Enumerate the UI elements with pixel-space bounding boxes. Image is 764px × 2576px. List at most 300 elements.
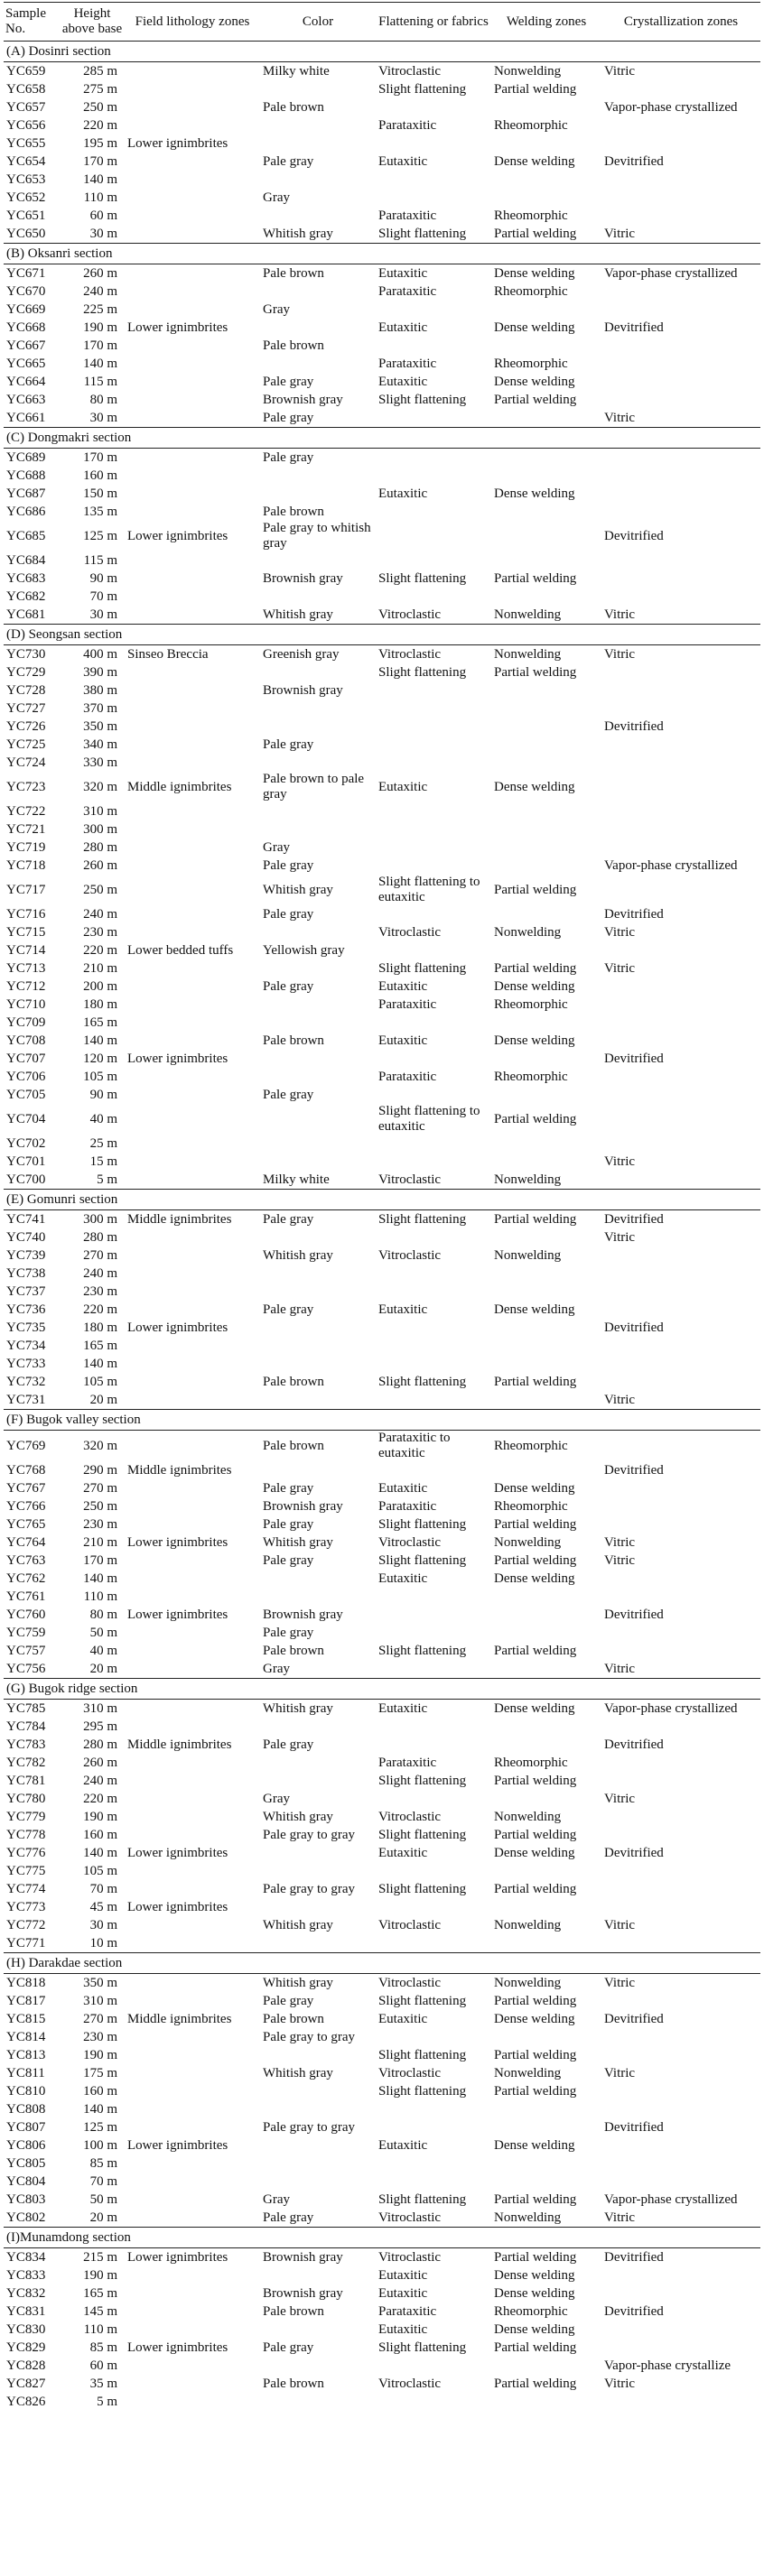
sample-no-cell: YC685	[6, 528, 46, 543]
color-cell	[260, 700, 376, 718]
flattening-cell: Vitroclastic	[378, 1247, 442, 1263]
sample-no-cell: YC682	[6, 588, 46, 604]
welding-cell: Rheomorphic	[494, 996, 568, 1012]
flattening-cell: Slight flattening	[378, 1552, 467, 1568]
lithology-cell	[125, 1014, 260, 1032]
sample-no-cell: YC659	[6, 63, 46, 79]
table-row	[4, 116, 760, 134]
flattening-cell: Vitroclastic	[378, 2065, 442, 2080]
color-cell	[260, 1050, 376, 1068]
sample-no-cell: YC701	[6, 1154, 46, 1169]
color-cell	[260, 1844, 376, 1862]
flattening-cell	[376, 1265, 491, 1283]
crystallization-cell	[601, 570, 760, 588]
sample-no-cell: YC670	[6, 283, 46, 299]
crystallization-cell	[601, 2136, 760, 2154]
lithology-cell	[125, 1171, 260, 1190]
color-cell	[260, 959, 376, 978]
lithology-cell	[125, 171, 260, 189]
height-cell: 120 m	[83, 1051, 117, 1066]
sample-no-cell: YC712	[6, 978, 46, 994]
lithology-cell	[125, 283, 260, 301]
lithology-cell	[125, 1660, 260, 1679]
welding-cell	[491, 1588, 601, 1606]
sample-no-cell: YC651	[6, 208, 46, 223]
sample-no-cell: YC686	[6, 504, 46, 519]
crystallization-cell	[601, 373, 760, 391]
table-row	[4, 1772, 760, 1790]
welding-cell	[491, 681, 601, 700]
color-cell: Pale brown	[263, 2011, 324, 2026]
table-row	[4, 1934, 760, 1953]
height-cell: 20 m	[89, 1661, 117, 1676]
height-cell: 320 m	[83, 1438, 117, 1453]
height-cell: 380 m	[83, 682, 117, 698]
table-row	[4, 2357, 760, 2375]
crystallization-cell	[601, 1032, 760, 1050]
height-cell: 270 m	[83, 2011, 117, 2026]
color-cell: Brownish gray	[263, 2285, 343, 2301]
sample-no-cell: YC808	[6, 2101, 46, 2117]
sample-no-cell: YC721	[6, 821, 46, 837]
color-cell: Pale brown	[263, 504, 324, 519]
welding-cell: Nonwelding	[494, 924, 562, 940]
sample-no-cell: YC657	[6, 99, 46, 115]
lithology-cell: Lower ignimbrites	[127, 1899, 228, 1914]
height-cell: 220 m	[83, 117, 117, 133]
lithology-cell	[125, 1624, 260, 1642]
welding-cell: Dense welding	[494, 265, 575, 281]
color-cell: Pale brown	[263, 2303, 324, 2319]
welding-cell	[491, 1153, 601, 1171]
color-cell	[260, 1228, 376, 1246]
lithology-cell	[125, 1754, 260, 1772]
lithology-cell	[125, 409, 260, 428]
sample-no-cell: YC811	[6, 2065, 45, 2080]
color-cell: Whitish gray	[263, 882, 333, 897]
table-row	[4, 2393, 760, 2411]
lithology-cell	[125, 588, 260, 606]
flattening-cell	[376, 1337, 491, 1355]
color-cell	[260, 1337, 376, 1355]
sample-no-cell: YC833	[6, 2267, 46, 2283]
height-cell: 110 m	[83, 2321, 117, 2337]
height-cell: 160 m	[83, 2083, 117, 2099]
crystallization-cell: Devitrified	[604, 1320, 664, 1335]
table-row	[4, 2209, 760, 2228]
color-cell: Pale gray	[263, 1737, 314, 1752]
height-cell: 190 m	[83, 2267, 117, 2283]
sample-no-cell: YC771	[6, 1935, 46, 1951]
flattening-cell: Vitroclastic	[378, 2210, 442, 2225]
flattening-cell	[376, 905, 491, 923]
height-cell: 180 m	[83, 1320, 117, 1335]
flattening-cell: Slight flattening	[378, 570, 467, 586]
welding-cell	[491, 905, 601, 923]
sample-no-cell: YC756	[6, 1661, 46, 1676]
lithology-cell	[125, 1086, 260, 1104]
crystallization-cell	[601, 2046, 760, 2064]
lithology-cell	[125, 503, 260, 521]
flattening-cell	[376, 941, 491, 959]
height-cell: 190 m	[83, 320, 117, 335]
sample-no-cell: YC713	[6, 960, 46, 976]
welding-cell: Dense welding	[494, 374, 575, 389]
welding-cell: Partial welding	[494, 2376, 577, 2391]
color-cell: Milky white	[263, 1172, 330, 1187]
height-cell: 165 m	[83, 2285, 117, 2301]
flattening-cell	[376, 2357, 491, 2375]
color-cell	[260, 207, 376, 225]
header-welding: Welding zones	[491, 3, 601, 42]
height-cell: 110 m	[83, 1589, 117, 1604]
flattening-cell: Slight flattening	[378, 2047, 467, 2062]
height-cell: 50 m	[89, 2191, 117, 2207]
table-row	[4, 264, 760, 283]
header-flattening: Flattening or fabrics	[376, 3, 491, 42]
table-row	[4, 2248, 760, 2267]
lithology-cell	[125, 1916, 260, 1934]
sample-no-cell: YC784	[6, 1719, 46, 1734]
height-cell: 10 m	[89, 1935, 117, 1951]
welding-cell: Partial welding	[494, 1881, 577, 1896]
crystallization-cell: Vitric	[604, 1534, 636, 1550]
lithology-cell: Lower ignimbrites	[127, 1534, 228, 1550]
flattening-cell: Eutaxitic	[378, 1302, 428, 1317]
sample-no-cell: YC708	[6, 1033, 46, 1048]
lithology-cell	[125, 1301, 260, 1319]
color-cell: Pale gray	[263, 410, 314, 425]
color-cell	[260, 1461, 376, 1479]
sample-no-cell: YC764	[6, 1534, 46, 1550]
crystallization-cell	[601, 1808, 760, 1826]
crystallization-cell	[601, 116, 760, 134]
flattening-cell	[376, 1934, 491, 1953]
flattening-cell	[376, 588, 491, 606]
crystallization-cell	[601, 391, 760, 409]
lithology-cell	[125, 2118, 260, 2136]
color-cell	[260, 2100, 376, 2118]
sample-no-cell: YC734	[6, 1338, 46, 1353]
height-cell: 5 m	[97, 2394, 117, 2409]
flattening-cell: Vitroclastic	[378, 607, 442, 622]
lithology-cell	[125, 116, 260, 134]
table-row	[4, 1898, 760, 1916]
lithology-cell	[125, 923, 260, 941]
welding-cell: Rheomorphic	[494, 208, 568, 223]
crystallization-cell: Devitrified	[604, 1462, 664, 1478]
flattening-cell	[376, 2154, 491, 2173]
sample-no-cell: YC803	[6, 2191, 46, 2207]
lithology-cell	[125, 2028, 260, 2046]
height-cell: 220 m	[83, 942, 117, 958]
table-row	[4, 485, 760, 503]
lithology-cell	[125, 1934, 260, 1953]
flattening-cell: Parataxitic	[378, 117, 437, 133]
crystallization-cell	[601, 1826, 760, 1844]
welding-cell	[491, 941, 601, 959]
color-cell: Pale gray	[263, 1211, 314, 1227]
flattening-cell: Vitroclastic	[378, 1917, 442, 1932]
color-cell	[260, 551, 376, 570]
crystallization-cell: Devitrified	[604, 718, 664, 734]
crystallization-cell: Vitric	[604, 2376, 636, 2391]
color-cell	[260, 2321, 376, 2339]
height-cell: 275 m	[83, 81, 117, 97]
table-row	[4, 2136, 760, 2154]
sample-no-cell: YC768	[6, 1462, 46, 1478]
crystallization-cell	[601, 941, 760, 959]
table-row	[4, 355, 760, 373]
lithology-cell	[125, 1355, 260, 1373]
welding-cell: Dense welding	[494, 1302, 575, 1317]
flattening-cell	[376, 857, 491, 875]
height-cell: 140 m	[83, 2101, 117, 2117]
lithology-cell	[125, 1862, 260, 1880]
table-row	[4, 171, 760, 189]
flattening-cell	[376, 1283, 491, 1301]
height-cell: 250 m	[83, 99, 117, 115]
height-cell: 30 m	[89, 226, 117, 241]
crystallization-cell	[601, 1497, 760, 1515]
welding-cell	[491, 700, 601, 718]
crystallization-cell: Vitric	[604, 1917, 636, 1932]
table-row	[4, 1337, 760, 1355]
height-cell: 40 m	[89, 1643, 117, 1658]
table-row	[4, 606, 760, 625]
welding-cell: Partial welding	[494, 960, 577, 976]
crystallization-cell	[601, 355, 760, 373]
welding-cell: Partial welding	[494, 882, 577, 897]
flattening-cell	[376, 1588, 491, 1606]
color-cell	[260, 485, 376, 503]
welding-cell: Partial welding	[494, 1643, 577, 1658]
lithology-cell	[125, 2064, 260, 2082]
section-title: (B) Oksanri section	[4, 244, 760, 264]
color-cell: Pale brown	[263, 1033, 324, 1048]
flattening-cell	[376, 736, 491, 754]
table-row	[4, 2118, 760, 2136]
flattening-cell	[376, 1624, 491, 1642]
lithology-cell	[125, 663, 260, 681]
flattening-cell: Vitroclastic	[378, 1809, 442, 1824]
welding-cell: Partial welding	[494, 1773, 577, 1788]
table-row	[4, 2303, 760, 2321]
flattening-cell	[376, 2173, 491, 2191]
lithology-cell	[125, 1497, 260, 1515]
sample-no-cell: YC669	[6, 301, 46, 317]
table-row	[4, 1790, 760, 1808]
table-row	[4, 1534, 760, 1552]
height-cell: 80 m	[89, 392, 117, 407]
welding-cell: Dense welding	[494, 2267, 575, 2283]
sample-no-cell: YC805	[6, 2155, 46, 2171]
height-cell: 350 m	[83, 718, 117, 734]
welding-cell: Rheomorphic	[494, 117, 568, 133]
flattening-cell: Slight flattening	[378, 226, 467, 241]
flattening-cell: Slight flattening	[378, 1374, 467, 1389]
crystallization-cell	[601, 588, 760, 606]
crystallization-cell	[601, 2284, 760, 2303]
welding-cell: Partial welding	[494, 664, 577, 680]
color-cell: Pale gray	[263, 1993, 314, 2008]
sample-no-cell: YC732	[6, 1374, 46, 1389]
sample-no-cell: YC726	[6, 718, 46, 734]
welding-cell	[491, 1014, 601, 1032]
sample-no-cell: YC737	[6, 1283, 46, 1299]
crystallization-cell	[601, 551, 760, 570]
lithology-cell: Lower bedded tuffs	[127, 942, 234, 958]
crystallization-cell	[601, 1898, 760, 1916]
table-row	[4, 1265, 760, 1283]
crystallization-cell: Vitric	[604, 63, 636, 79]
height-cell: 40 m	[89, 1111, 117, 1126]
crystallization-cell	[601, 1754, 760, 1772]
table-row	[4, 1228, 760, 1246]
crystallization-cell: Vitric	[604, 1661, 636, 1676]
lithology-cell	[125, 2321, 260, 2339]
table-row	[4, 1391, 760, 1410]
crystallization-cell: Devitrified	[604, 906, 664, 922]
table-row	[4, 1246, 760, 1265]
color-cell: Gray	[263, 2191, 290, 2207]
table-row	[4, 1461, 760, 1479]
sample-no-cell: YC650	[6, 226, 46, 241]
sample-no-cell: YC830	[6, 2321, 46, 2337]
welding-cell: Partial welding	[494, 2340, 577, 2355]
lithology-cell: Lower ignimbrites	[127, 1051, 228, 1066]
table-row	[4, 337, 760, 355]
sample-no-cell: YC762	[6, 1571, 46, 1586]
lithology-cell	[125, 1772, 260, 1790]
flattening-cell	[376, 718, 491, 736]
welding-cell	[491, 2173, 601, 2191]
table-row	[4, 736, 760, 754]
height-cell: 25 m	[89, 1135, 117, 1151]
crystallization-cell	[601, 1515, 760, 1534]
sample-no-cell: YC735	[6, 1320, 46, 1335]
welding-cell: Partial welding	[494, 1993, 577, 2008]
welding-cell: Partial welding	[494, 2191, 577, 2207]
color-cell: Pale brown	[263, 1643, 324, 1658]
color-cell	[260, 1014, 376, 1032]
color-cell	[260, 80, 376, 98]
flattening-cell: Eutaxitic	[378, 2011, 428, 2026]
crystallization-cell: Vitric	[604, 1154, 636, 1169]
lithology-cell	[125, 1552, 260, 1570]
lithology-cell	[125, 2303, 260, 2321]
flattening-cell: Slight flattening	[378, 2083, 467, 2099]
welding-cell: Nonwelding	[494, 1534, 562, 1550]
color-cell	[260, 2173, 376, 2191]
lithology-cell: Middle ignimbrites	[127, 1462, 232, 1478]
lithology-cell	[125, 2266, 260, 2284]
crystallization-cell	[601, 1570, 760, 1588]
height-cell: 90 m	[89, 1087, 117, 1102]
table-row	[4, 225, 760, 244]
table-row	[4, 1974, 760, 1993]
welding-cell	[491, 189, 601, 207]
height-cell: 70 m	[89, 588, 117, 604]
height-cell: 70 m	[89, 1881, 117, 1896]
lithology-cell: Lower ignimbrites	[127, 2249, 228, 2265]
lithology-cell	[125, 1373, 260, 1391]
height-cell: 280 m	[83, 1737, 117, 1752]
table-row	[4, 1210, 760, 1229]
section-heading-row	[4, 1410, 760, 1431]
height-cell: 260 m	[83, 857, 117, 873]
sample-no-cell: YC779	[6, 1809, 46, 1824]
table-row	[4, 588, 760, 606]
sample-no-cell: YC831	[6, 2303, 46, 2319]
header-color: Color	[260, 3, 376, 42]
color-cell	[260, 2393, 376, 2411]
welding-cell	[491, 134, 601, 153]
table-row	[4, 2100, 760, 2118]
table-row	[4, 978, 760, 996]
table-row	[4, 1355, 760, 1373]
welding-cell	[491, 1086, 601, 1104]
sample-no-cell: YC759	[6, 1625, 46, 1640]
flattening-cell	[376, 503, 491, 521]
color-cell	[260, 2266, 376, 2284]
table-row	[4, 941, 760, 959]
welding-cell: Dense welding	[494, 2321, 575, 2337]
lithology-cell	[125, 1718, 260, 1736]
crystallization-cell	[601, 875, 760, 905]
table-row	[4, 1624, 760, 1642]
crystallization-cell: Vapor-phase crystallize	[604, 2358, 731, 2373]
welding-cell: Rheomorphic	[494, 1498, 568, 1514]
flattening-cell: Parataxitic	[378, 208, 437, 223]
lithology-cell	[125, 1790, 260, 1808]
color-cell	[260, 1754, 376, 1772]
height-cell: 160 m	[83, 468, 117, 483]
table-row	[4, 570, 760, 588]
color-cell	[260, 1934, 376, 1953]
lithology-cell	[125, 754, 260, 772]
crystallization-cell	[601, 1862, 760, 1880]
height-cell: 270 m	[83, 1247, 117, 1263]
sample-no-cell: YC665	[6, 356, 46, 371]
color-cell: Pale gray	[263, 857, 314, 873]
table-row	[4, 2375, 760, 2393]
crystallization-cell: Vapor-phase crystallized	[604, 2191, 738, 2207]
lithology-cell	[125, 2357, 260, 2375]
color-cell	[260, 1588, 376, 1606]
flattening-cell	[376, 1319, 491, 1337]
lithology-cell	[125, 2393, 260, 2411]
flattening-cell: Eutaxitic	[378, 1700, 428, 1716]
color-cell: Pale brown	[263, 1374, 324, 1389]
crystallization-cell: Devitrified	[604, 2249, 664, 2265]
flattening-cell: Vitroclastic	[378, 2249, 442, 2265]
flattening-cell	[376, 467, 491, 485]
crystallization-cell	[601, 1373, 760, 1391]
table-row	[4, 2339, 760, 2357]
lithology-cell	[125, 996, 260, 1014]
lithology-cell	[125, 2209, 260, 2228]
welding-cell: Dense welding	[494, 2011, 575, 2026]
flattening-cell: Eutaxitic	[378, 320, 428, 335]
crystallization-cell	[601, 1104, 760, 1135]
height-cell: 165 m	[83, 1015, 117, 1030]
crystallization-cell	[601, 663, 760, 681]
crystallization-cell: Devitrified	[604, 2119, 664, 2135]
section-heading-row	[4, 1679, 760, 1700]
lithology-cell	[125, 207, 260, 225]
lithology-cell: Lower ignimbrites	[127, 1320, 228, 1335]
